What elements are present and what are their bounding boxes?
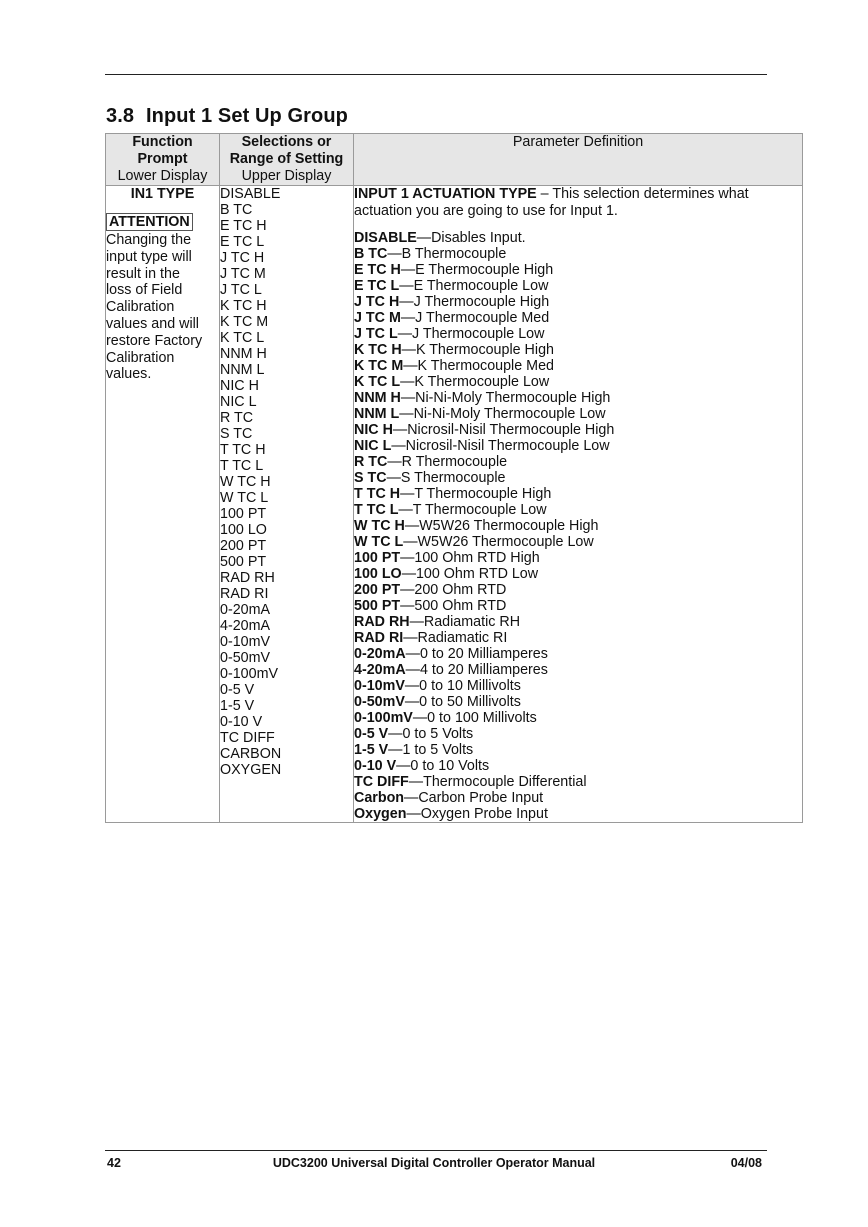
footer-date: 04/08 bbox=[730, 1156, 762, 1170]
header-parameter-definition: Parameter Definition bbox=[354, 134, 803, 186]
selection-item: 4-20mA bbox=[220, 618, 271, 634]
definition-desc: —0 to 10 Millivolts bbox=[404, 678, 521, 694]
definition-term: E TC H bbox=[354, 262, 401, 278]
definition-term: 200 PT bbox=[354, 582, 401, 598]
definition-term: 0-20mA bbox=[354, 646, 406, 662]
selection-item: B TC bbox=[220, 202, 253, 218]
definition-desc: —0 to 100 Millivolts bbox=[412, 710, 537, 726]
definition-item bbox=[354, 342, 802, 358]
selection-item: RAD RI bbox=[220, 586, 269, 602]
definition-desc: —T Thermocouple Low bbox=[398, 502, 547, 518]
table-row bbox=[106, 186, 803, 823]
selection-item: T TC H bbox=[220, 442, 266, 458]
definition-item bbox=[354, 230, 802, 246]
selection-item: 500 PT bbox=[220, 554, 267, 570]
attention-line: restore Factory bbox=[106, 332, 203, 349]
definition-item bbox=[354, 390, 802, 406]
header-function-sub: Lower Display bbox=[117, 168, 208, 184]
definition-desc: —B Thermocouple bbox=[387, 246, 507, 262]
definition-item bbox=[354, 694, 802, 710]
selection-item: J TC H bbox=[220, 250, 265, 266]
selection-item: S TC bbox=[220, 426, 253, 442]
definition-item bbox=[354, 630, 802, 646]
definition-cell bbox=[354, 186, 803, 823]
definition-desc: —K Thermocouple Med bbox=[403, 358, 554, 374]
definition-item bbox=[354, 406, 802, 422]
selection-item: NIC H bbox=[220, 378, 259, 394]
manual-title: UDC3200 Universal Digital Controller Operator Manual bbox=[272, 1156, 596, 1170]
selection-item: 0-10mV bbox=[220, 634, 271, 650]
selection-item: RAD RH bbox=[220, 570, 275, 586]
footer-rule bbox=[105, 1150, 767, 1151]
selection-item: J TC L bbox=[220, 282, 262, 298]
definition-term: J TC H bbox=[354, 294, 400, 310]
definition-term: 0-50mV bbox=[354, 694, 405, 710]
definition-term: K TC L bbox=[354, 374, 401, 390]
selection-item: T TC L bbox=[220, 458, 264, 474]
attention-line: values and will bbox=[106, 315, 199, 332]
selection-item: 0-50mV bbox=[220, 650, 271, 666]
definition-term: W TC L bbox=[354, 534, 404, 550]
definition-item bbox=[354, 438, 802, 454]
definition-item bbox=[354, 246, 802, 262]
definition-item bbox=[354, 470, 802, 486]
parameter-intro-line2: actuation you are going to use for Input 1. bbox=[354, 203, 618, 219]
definition-desc: —Ni-Ni-Moly Thermocouple High bbox=[400, 390, 611, 406]
definition-desc: —J Thermocouple Med bbox=[400, 310, 550, 326]
attention-badge: ATTENTION bbox=[106, 213, 193, 231]
header-selections bbox=[220, 134, 354, 186]
function-name: IN1 TYPE bbox=[130, 186, 195, 202]
selection-item: NIC L bbox=[220, 394, 257, 410]
definition-item bbox=[354, 726, 802, 742]
definition-desc: —Radiamatic RI bbox=[403, 630, 508, 646]
definition-desc: —J Thermocouple Low bbox=[397, 326, 545, 342]
definition-desc: —W5W26 Thermocouple High bbox=[404, 518, 599, 534]
definition-item bbox=[354, 422, 802, 438]
definition-term: R TC bbox=[354, 454, 388, 470]
definition-term: J TC M bbox=[354, 310, 401, 326]
header-selections-line1: Selections or bbox=[241, 134, 332, 150]
definition-desc: —0 to 5 Volts bbox=[388, 726, 474, 742]
definition-term: TC DIFF bbox=[354, 774, 409, 790]
definition-item bbox=[354, 806, 802, 822]
attention-line: loss of Field bbox=[106, 282, 183, 299]
definition-term: Carbon bbox=[354, 790, 405, 806]
definition-desc: —R Thermocouple bbox=[387, 454, 508, 470]
definition-term: 0-100mV bbox=[354, 710, 413, 726]
definition-item bbox=[354, 502, 802, 518]
selection-item: CARBON bbox=[220, 746, 282, 762]
definition-term: NIC L bbox=[354, 438, 392, 454]
parameter-intro-line1: – This selection determines what bbox=[536, 186, 749, 202]
definition-desc: —1 to 5 Volts bbox=[388, 742, 474, 758]
definition-item bbox=[354, 582, 802, 598]
definition-item bbox=[354, 758, 802, 774]
header-function-line2: Prompt bbox=[137, 151, 188, 167]
definition-desc: —S Thermocouple bbox=[386, 470, 506, 486]
definition-term: 100 PT bbox=[354, 550, 401, 566]
definition-item bbox=[354, 486, 802, 502]
definition-term: 0-5 V bbox=[354, 726, 389, 742]
definition-term: 4-20mA bbox=[354, 662, 406, 678]
selection-item: E TC H bbox=[220, 218, 267, 234]
definition-desc: —Oxygen Probe Input bbox=[406, 806, 548, 822]
definition-term: 0-10mV bbox=[354, 678, 405, 694]
definition-list bbox=[354, 230, 802, 822]
table-header-row bbox=[106, 134, 803, 186]
definition-desc: —E Thermocouple Low bbox=[399, 278, 549, 294]
definition-desc: —0 to 50 Millivolts bbox=[404, 694, 521, 710]
selection-item: NNM L bbox=[220, 362, 265, 378]
definition-item bbox=[354, 614, 802, 630]
definition-desc: —K Thermocouple Low bbox=[400, 374, 550, 390]
definition-desc: —K Thermocouple High bbox=[401, 342, 554, 358]
attention-line: input type will bbox=[106, 248, 192, 265]
definition-item bbox=[354, 678, 802, 694]
definition-desc: —200 Ohm RTD bbox=[400, 582, 507, 598]
definition-desc: —500 Ohm RTD bbox=[400, 598, 507, 614]
definition-item bbox=[354, 790, 802, 806]
header-function-prompt bbox=[106, 134, 220, 186]
definition-desc: —J Thermocouple High bbox=[399, 294, 550, 310]
definition-term: 100 LO bbox=[354, 566, 402, 582]
section-title: Input 1 Set Up Group bbox=[146, 105, 348, 127]
selection-item: K TC M bbox=[220, 314, 269, 330]
definition-item bbox=[354, 326, 802, 342]
definition-term: T TC H bbox=[354, 486, 401, 502]
definition-term: Oxygen bbox=[354, 806, 407, 822]
definition-desc: —Disables Input. bbox=[416, 230, 526, 246]
definition-desc: —0 to 20 Milliamperes bbox=[405, 646, 548, 662]
function-prompt-cell bbox=[106, 186, 220, 823]
definition-item bbox=[354, 662, 802, 678]
definition-desc: —Thermocouple Differential bbox=[408, 774, 587, 790]
definition-item bbox=[354, 358, 802, 374]
section-number: 3.8 bbox=[106, 105, 135, 127]
selections-cell bbox=[220, 186, 354, 823]
selection-item: TC DIFF bbox=[220, 730, 275, 746]
definition-item bbox=[354, 598, 802, 614]
selection-item: E TC L bbox=[220, 234, 265, 250]
definition-item bbox=[354, 742, 802, 758]
definition-desc: —W5W26 Thermocouple Low bbox=[403, 534, 594, 550]
selection-item: J TC M bbox=[220, 266, 266, 282]
page-number: 42 bbox=[107, 1156, 121, 1170]
definition-term: 0-10 V bbox=[354, 758, 397, 774]
selection-item: 100 PT bbox=[220, 506, 267, 522]
definition-term: NIC H bbox=[354, 422, 393, 438]
attention-line: Calibration bbox=[106, 299, 175, 316]
definition-term: RAD RH bbox=[354, 614, 410, 630]
selection-item: 200 PT bbox=[220, 538, 267, 554]
attention-line: Calibration bbox=[106, 349, 175, 366]
definition-desc: —100 Ohm RTD High bbox=[400, 550, 540, 566]
definition-desc: —0 to 10 Volts bbox=[396, 758, 490, 774]
definition-item bbox=[354, 550, 802, 566]
definition-item bbox=[354, 278, 802, 294]
selection-item: K TC H bbox=[220, 298, 267, 314]
parameter-title: INPUT 1 ACTUATION TYPE bbox=[354, 186, 537, 202]
definition-desc: —Radiamatic RH bbox=[409, 614, 521, 630]
definition-desc: —Ni-Ni-Moly Thermocouple Low bbox=[399, 406, 606, 422]
header-rule bbox=[105, 74, 767, 75]
selection-item: 0-5 V bbox=[220, 682, 255, 698]
definition-item bbox=[354, 310, 802, 326]
selection-item: W TC H bbox=[220, 474, 271, 490]
definition-item bbox=[354, 294, 802, 310]
attention-line: result in the bbox=[106, 265, 180, 282]
setup-table bbox=[105, 133, 803, 823]
attention-text bbox=[106, 232, 219, 383]
definition-item bbox=[354, 710, 802, 726]
definition-item bbox=[354, 262, 802, 278]
definition-item bbox=[354, 374, 802, 390]
parameter-intro bbox=[354, 186, 802, 220]
header-selections-sub: Upper Display bbox=[241, 168, 332, 184]
definition-desc: —Nicrosil-Nisil Thermocouple High bbox=[392, 422, 615, 438]
definition-term: K TC H bbox=[354, 342, 402, 358]
definition-term: J TC L bbox=[354, 326, 398, 342]
definition-term: RAD RI bbox=[354, 630, 404, 646]
definition-item bbox=[354, 774, 802, 790]
selection-item: 0-20mA bbox=[220, 602, 271, 618]
definition-item bbox=[354, 566, 802, 582]
selection-item: K TC L bbox=[220, 330, 265, 346]
selection-item: 0-10 V bbox=[220, 714, 263, 730]
definition-term: NNM L bbox=[354, 406, 400, 422]
definition-term: E TC L bbox=[354, 278, 400, 294]
definition-desc: —E Thermocouple High bbox=[400, 262, 554, 278]
selection-item: R TC bbox=[220, 410, 254, 426]
definition-item bbox=[354, 518, 802, 534]
selection-item: 100 LO bbox=[220, 522, 267, 538]
attention-line: Changing the bbox=[106, 232, 192, 248]
definition-term: K TC M bbox=[354, 358, 404, 374]
definition-term: B TC bbox=[354, 246, 388, 262]
selection-item: W TC L bbox=[220, 490, 269, 506]
definition-term: NNM H bbox=[354, 390, 401, 406]
definition-desc: —Carbon Probe Input bbox=[404, 790, 544, 806]
definition-desc: —T Thermocouple High bbox=[400, 486, 552, 502]
definition-term: T TC L bbox=[354, 502, 399, 518]
definition-term: 1-5 V bbox=[354, 742, 389, 758]
definition-item bbox=[354, 534, 802, 550]
definition-term: DISABLE bbox=[354, 230, 417, 246]
definition-term: W TC H bbox=[354, 518, 405, 534]
selection-item: NNM H bbox=[220, 346, 267, 362]
attention-line: values. bbox=[106, 366, 152, 383]
selection-item: 1-5 V bbox=[220, 698, 255, 714]
selection-item: DISABLE bbox=[220, 186, 281, 202]
definition-item bbox=[354, 646, 802, 662]
definition-item bbox=[354, 454, 802, 470]
definition-desc: —4 to 20 Milliamperes bbox=[405, 662, 548, 678]
definition-desc: —100 Ohm RTD Low bbox=[401, 566, 539, 582]
definition-desc: —Nicrosil-Nisil Thermocouple Low bbox=[391, 438, 610, 454]
definition-term: S TC bbox=[354, 470, 387, 486]
selection-item: OXYGEN bbox=[220, 762, 282, 778]
header-selections-line2: Range of Setting bbox=[229, 151, 344, 167]
section-heading bbox=[106, 105, 348, 128]
header-function-line1: Function bbox=[132, 134, 193, 150]
selection-item: 0-100mV bbox=[220, 666, 279, 682]
definition-term: 500 PT bbox=[354, 598, 401, 614]
